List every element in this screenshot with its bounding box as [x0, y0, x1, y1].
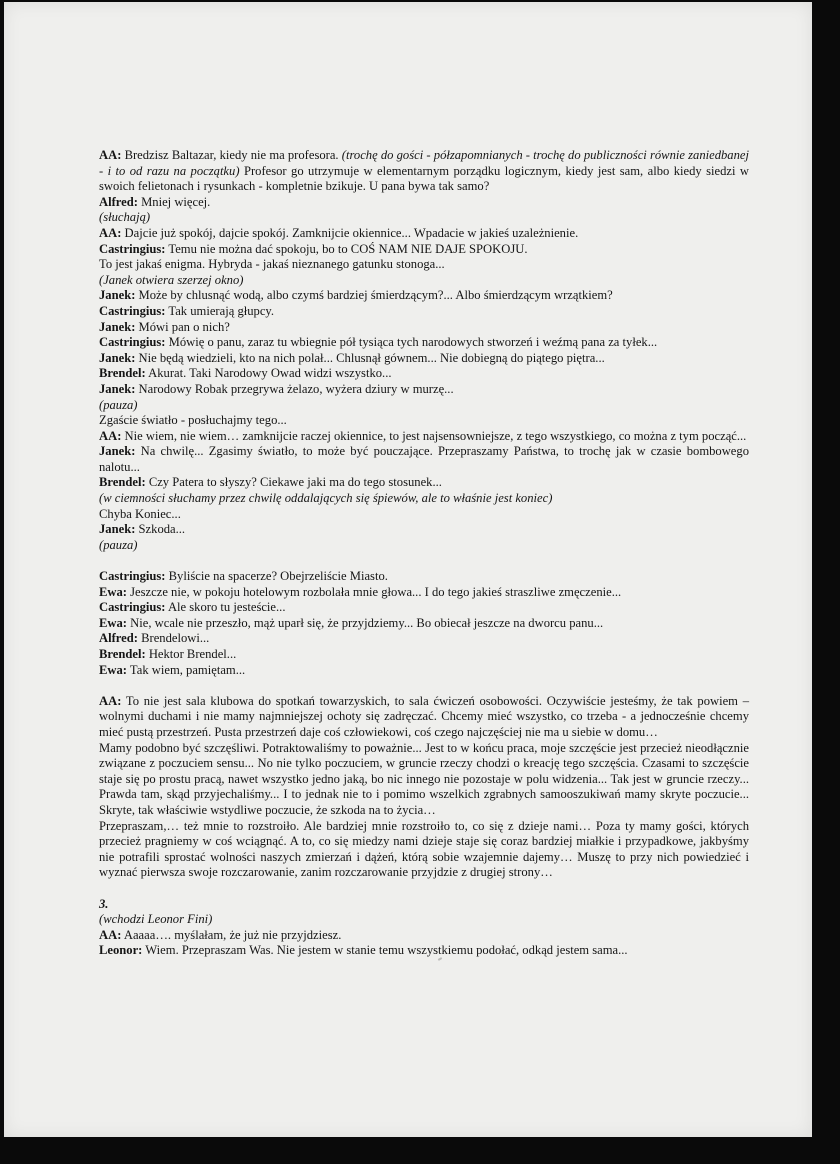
dialogue-line: [99, 242, 749, 258]
stage-direction: (słuchają): [99, 210, 151, 225]
speech: Aaaaa…. myślałam, że już nie przyjdziesz.: [123, 927, 342, 942]
speech-continuation: To jest jakaś enigma. Hybryda - jakaś nieznanego gatunku stonoga...: [99, 257, 445, 272]
dialogue-line: [99, 226, 749, 242]
speaker: Ewa:: [99, 662, 127, 677]
dialogue-line: [99, 663, 749, 679]
stage-direction: (wchodzi Leonor Fini): [99, 912, 213, 927]
script-text: [99, 148, 749, 959]
dialogue-line: [99, 943, 749, 959]
speaker: AA:: [99, 428, 122, 443]
speech: Nie będą wiedzieli, kto na nich polał... Chlusnął gównem... Nie dobiegną do piątego piętra...: [138, 350, 605, 365]
speaker: Castringius:: [99, 241, 166, 256]
speech: Profesor go utrzymuje w elementarnym porządku logicznym, kiedy jest sam, albo kiedy siedzi w swoich felietonach i rysunkach - kompletnie bzikuje. U pana bywa tak samo?: [99, 163, 749, 194]
speech: Mówię o panu, zaraz tu wbiegnie pół tysiąca tych narodowych stworzeń i weźmą pana za tyłek...: [168, 335, 658, 350]
speech: Narodowy Robak przegrywa żelazo, wyżera dziury w murzę...: [138, 381, 454, 396]
dialogue-line: [99, 351, 749, 367]
speaker: Janek:: [99, 350, 136, 365]
speech: Szkoda...: [138, 522, 186, 537]
speech: Mniej więcej.: [141, 194, 211, 209]
speech: Wiem. Przepraszam Was. Nie jestem w stanie temu wszystkiemu podołać, odkąd jestem sama...: [145, 943, 628, 958]
speech: Ale skoro tu jesteście...: [167, 600, 286, 615]
dialogue-line: [99, 320, 749, 336]
dialogue-line: [99, 366, 749, 382]
speech: Czy Patera to słyszy? Ciekawe jaki ma do tego stosunek...: [148, 475, 442, 490]
speaker: Janek:: [99, 522, 136, 537]
dialogue-line: [99, 444, 749, 475]
speaker: AA:: [99, 148, 122, 162]
stage-direction: (pauza): [99, 537, 138, 552]
stage-direction: (trochę do gości - półzapomnianych - trochę do publiczności równie zaniedbanej - i to od razu na początku): [99, 148, 749, 178]
speaker: Ewa:: [99, 615, 127, 630]
speech: To nie jest sala klubowa do spotkań towarzyskich, to sala ćwiczeń osobowości. Oczywiście jesteśmy, że tak powiem – wolnymi duchami i nie mamy najmniejszej ochoty się zadręczać. Chcemy mieć wszystko, co trzeba - a jednocześnie chcemy mieć pustą przestrzeń. Pusta przestrzeń daje coś człowiekowi, coś czego najczęściej nie ma u siebie w domu…: [99, 693, 749, 739]
dialogue-line: [99, 304, 749, 320]
speaker: Janek:: [99, 381, 136, 396]
speaker: Janek:: [99, 444, 136, 459]
speaker: Castringius:: [99, 335, 166, 350]
dialogue-line: [99, 522, 749, 538]
speech: Byliście na spacerze? Obejrzeliście Miasto.: [168, 569, 388, 584]
stage-direction: (Janek otwiera szerzej okno): [99, 272, 244, 287]
speaker: Castringius:: [99, 600, 166, 615]
speech: Tak wiem, pamiętam...: [129, 662, 246, 677]
dialogue-line: [99, 382, 749, 398]
speaker: Castringius:: [99, 303, 166, 318]
speech: Nie wiem, nie wiem… zamknijcie raczej okiennice, to jest najsensowniejsze, z tego wszystkiego, co można z tym począć...: [124, 428, 747, 443]
speaker: Castringius:: [99, 569, 166, 584]
speech: Mówi pan o nich?: [138, 319, 230, 334]
speech: Akurat. Taki Narodowy Owad widzi wszystko...: [148, 366, 392, 381]
speaker: AA:: [99, 927, 122, 942]
speech: Na chwilę... Zgasimy światło, to może być pouczające. Przepraszamy Państwa, to trochę jak w czasie bombowego nalotu...: [99, 444, 749, 474]
dialogue-line: [99, 429, 749, 445]
dialogue-line: [99, 928, 749, 944]
speech: Dajcie już spokój, dajcie spokój. Zamknijcie okiennice... Wpadacie w jakieś uzależnienie.: [124, 225, 579, 240]
blank-line: [99, 553, 749, 569]
speech: Nie, wcale nie przeszło, mąż uparł się, że przyjdziemy... Bo obiecał jeszcze na dworcu panu...: [130, 615, 604, 630]
dialogue-line: [99, 647, 749, 663]
dialogue-line: [99, 195, 749, 211]
speaker: Brendel:: [99, 475, 146, 490]
monologue-paragraph: Mamy podobno być szczęśliwi. Potraktowaliśmy to poważnie... Jest to w końcu praca, moje szczęście jest przecież nieodłącznie związane z poczuciem sensu... No nie tylko poczuciem, w gruncie rzeczy chodzi o kreację tego szczęścia. Czasami to szczęście staje się po prostu pracą, nawet wszystko jedno jaką, bo nic innego nie pozostaje w polu widzenia... Tak jest w gruncie rzeczy... Prawda tam, skąd przyjechaliśmy... I to jednak nie to i pomimo wszelkich zgrabnych samooszukiwań mamy skryte poczucie... Skryte, tak właściwie wstydliwe poczucie, że szkoda na to życia…: [99, 740, 749, 817]
dialogue-line: [99, 600, 749, 616]
monologue-paragraph: [99, 694, 749, 741]
speech-continuation: Chyba Koniec...: [99, 506, 181, 521]
blank-line: [99, 678, 749, 694]
speaker: Janek:: [99, 288, 136, 303]
speech: Bredzisz Baltazar, kiedy nie ma profesora.: [124, 148, 339, 162]
dialogue-line: [99, 288, 749, 304]
speaker: AA:: [99, 225, 122, 240]
speaker: Leonor:: [99, 943, 143, 958]
dialogue-line: [99, 148, 749, 195]
dialogue-line: [99, 585, 749, 601]
speaker: Brendel:: [99, 647, 146, 661]
speech-continuation: Zgaście światło - posłuchajmy tego...: [99, 413, 287, 428]
dialogue-line: [99, 616, 749, 632]
speech: Jeszcze nie, w pokoju hotelowym rozbolała mnie głowa... I do tego jakieś straszliwe zmęczenie...: [130, 584, 622, 599]
speaker: AA:: [99, 693, 122, 708]
stage-direction: (pauza): [99, 397, 138, 412]
speech: Temu nie można dać spokoju, bo to COŚ NAM NIE DAJE SPOKOJU.: [168, 241, 528, 256]
speaker: Janek:: [99, 319, 136, 334]
dialogue-line: [99, 631, 749, 647]
speaker: Brendel:: [99, 366, 146, 381]
dialogue-line: [99, 335, 749, 351]
speaker: Alfred:: [99, 194, 138, 209]
blank-line: [99, 881, 749, 897]
speaker: Ewa:: [99, 584, 127, 599]
speech: Brendelowi...: [141, 631, 210, 646]
dialogue-line: [99, 475, 749, 491]
speech: Hektor Brendel...: [148, 647, 237, 661]
speaker: Alfred:: [99, 631, 138, 646]
speech: Tak umierają głupcy.: [168, 303, 275, 318]
speech: Może by chlusnąć wodą, albo czymś bardziej śmierdzącym?... Albo śmierdzącym wrzątkiem?: [138, 288, 613, 303]
stage-direction: (w ciemności słuchamy przez chwilę oddalających się śpiewów, ale to właśnie jest koniec): [99, 491, 553, 506]
dialogue-line: [99, 569, 749, 585]
scene-number: 3.: [99, 896, 109, 911]
monologue-paragraph: Przepraszam,… też mnie to rozstroiło. Ale bardziej mnie rozstroiło to, co się z dzieje nami… Poza ty mamy gości, których przecież pragniemy w coś wciągnąć. A to, co się miedzy nami dzieje staje się coraz bardziej miałkie i przypadkowe, jakbyśmy nie potrafili sprostać wolności naszych zmierzań i dążeń, którą sobie wzajemnie dajemy… Muszę to przy nich powiedzieć i wyznać pierwsza swoje rozczarowanie, zanim rozczarowanie przyjdzie z drugiej strony…: [99, 818, 749, 880]
